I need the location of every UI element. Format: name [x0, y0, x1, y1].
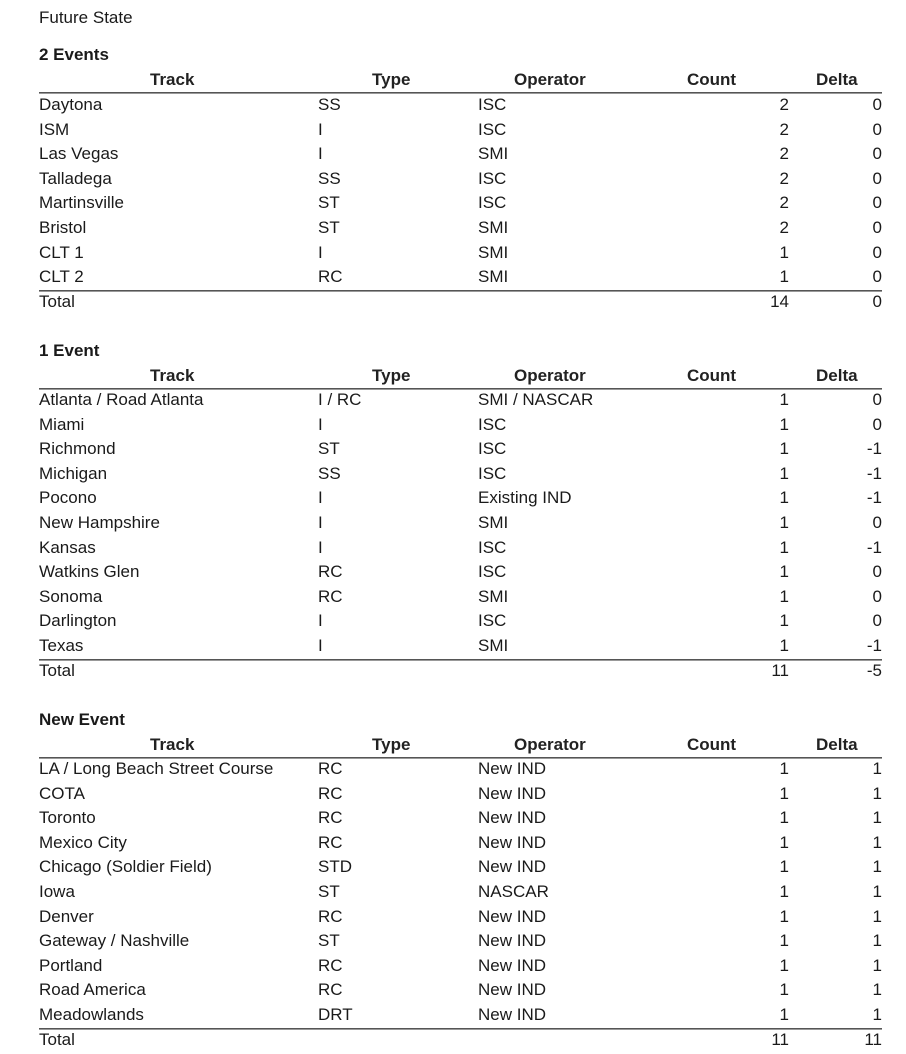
cell-delta: 0 [872, 513, 882, 532]
cell-count: 2 [779, 95, 789, 114]
column-header-type: Type [372, 70, 411, 89]
cell-delta: 1 [872, 882, 882, 901]
column-header-track: Track [150, 366, 195, 385]
cell-operator: New IND [478, 808, 547, 828]
cell-type: I [318, 513, 323, 532]
table-header [0, 366, 906, 388]
column-header-type: Type [372, 366, 411, 385]
table-row [0, 265, 906, 290]
cell-track: Denver [39, 906, 94, 926]
cell-type: RC [318, 759, 343, 778]
table-row [0, 831, 906, 856]
cell-delta: -1 [866, 463, 882, 483]
total-count: 14 [770, 291, 789, 311]
cell-count: 1 [779, 759, 789, 778]
cell-type: I / RC [318, 390, 362, 409]
cell-type: ST [318, 193, 340, 213]
cell-operator: SMI [478, 267, 509, 287]
cell-operator: ISC [478, 611, 507, 631]
cell-operator: New IND [478, 857, 547, 877]
cell-type: RC [318, 808, 343, 828]
cell-operator: Existing IND [478, 488, 572, 508]
table-row [0, 855, 906, 880]
table-row [0, 1003, 906, 1028]
cell-type: RC [318, 586, 343, 606]
cell-track: Atlanta / Road Atlanta [39, 390, 204, 409]
cell-operator: SMI / NASCAR [478, 390, 594, 409]
cell-track: Iowa [39, 882, 75, 901]
total-count: 11 [771, 1029, 789, 1049]
table-row [0, 388, 906, 413]
cell-operator: SMI [478, 586, 509, 606]
cell-operator: New IND [478, 906, 547, 926]
cell-type: RC [318, 980, 343, 1000]
cell-track: Meadowlands [39, 1005, 144, 1024]
cell-track: Richmond [39, 439, 116, 459]
cell-count: 1 [779, 980, 789, 1000]
cell-count: 1 [779, 439, 789, 459]
cell-delta: 0 [872, 267, 882, 287]
table-row [0, 413, 906, 438]
cell-operator: ISC [478, 193, 507, 213]
cell-count: 1 [779, 414, 789, 434]
column-header-operator: Operator [514, 366, 586, 385]
cell-operator: New IND [478, 759, 547, 778]
cell-operator: New IND [478, 832, 547, 852]
table-row [0, 954, 906, 979]
total-label: Total [39, 1029, 75, 1049]
column-header-operator: Operator [514, 70, 586, 89]
table-row [0, 511, 906, 536]
cell-track: Martinsville [39, 193, 125, 213]
cell-count: 1 [779, 636, 789, 655]
table-row [0, 634, 906, 659]
total-delta: -5 [866, 660, 882, 680]
cell-track: Texas [39, 636, 84, 655]
cell-track: ISM [39, 119, 70, 139]
cell-count: 1 [779, 1005, 789, 1024]
cell-type: I [318, 611, 323, 631]
column-header-count: Count [687, 366, 737, 385]
cell-track: CLT 1 [39, 242, 84, 262]
cell-track: Portland [39, 955, 103, 975]
column-header-track: Track [150, 735, 195, 754]
cell-type: ST [318, 931, 340, 951]
page-title: Future State [39, 8, 133, 27]
total-delta: 0 [872, 291, 882, 311]
table-row [0, 757, 906, 782]
cell-count: 2 [779, 144, 789, 164]
table-row [0, 905, 906, 930]
cell-delta: 0 [872, 611, 882, 631]
cell-type: RC [318, 832, 343, 852]
cell-track: Watkins Glen [39, 562, 140, 582]
table-header [0, 735, 906, 757]
cell-type: I [318, 414, 323, 434]
cell-track: Sonoma [39, 586, 103, 606]
cell-type: I [318, 636, 323, 655]
cell-track: Chicago (Soldier Field) [39, 857, 212, 877]
cell-delta: 0 [872, 144, 882, 164]
cell-count: 1 [779, 906, 789, 926]
total-label: Total [39, 291, 75, 311]
cell-type: I [318, 144, 323, 164]
column-header-count: Count [687, 735, 737, 754]
table-row [0, 609, 906, 634]
cell-operator: SMI [478, 144, 509, 164]
table-row [0, 462, 906, 487]
cell-delta: 1 [872, 857, 882, 877]
cell-type: ST [318, 218, 340, 237]
cell-operator: SMI [478, 513, 509, 532]
cell-type: I [318, 119, 323, 139]
cell-delta: 1 [872, 906, 882, 926]
cell-count: 2 [779, 168, 789, 188]
cell-count: 1 [779, 390, 789, 409]
cell-operator: ISC [478, 439, 507, 459]
cell-track: Toronto [39, 808, 96, 828]
cell-operator: ISC [478, 414, 507, 434]
cell-track: Daytona [39, 95, 103, 114]
cell-operator: ISC [478, 95, 507, 114]
table-row [0, 806, 906, 831]
column-header-operator: Operator [514, 735, 586, 754]
cell-track: CLT 2 [39, 267, 84, 287]
cell-type: SS [318, 95, 341, 114]
cell-count: 1 [779, 857, 789, 877]
cell-delta: 1 [872, 980, 882, 1000]
total-count: 11 [771, 660, 789, 680]
cell-count: 1 [779, 537, 789, 557]
cell-delta: 0 [872, 390, 882, 409]
cell-operator: ISC [478, 463, 507, 483]
cell-delta: -1 [866, 439, 882, 459]
table-row [0, 560, 906, 585]
cell-type: DRT [318, 1005, 353, 1024]
cell-track: Miami [39, 414, 85, 434]
cell-track: Bristol [39, 218, 87, 237]
cell-count: 1 [779, 832, 789, 852]
cell-operator: NASCAR [478, 882, 549, 901]
section-title: 2 Events [39, 45, 109, 64]
cell-type: RC [318, 906, 343, 926]
cell-count: 1 [779, 808, 789, 828]
cell-count: 1 [779, 463, 789, 483]
cell-type: RC [318, 562, 343, 582]
cell-track: Pocono [39, 488, 97, 508]
total-row [0, 1028, 906, 1053]
cell-track: Road America [39, 980, 146, 1000]
cell-delta: 0 [872, 119, 882, 139]
total-label: Total [39, 660, 75, 680]
cell-operator: SMI [478, 242, 509, 262]
cell-delta: -1 [866, 537, 882, 557]
cell-type: ST [318, 882, 340, 901]
cell-type: I [318, 488, 323, 508]
cell-count: 1 [779, 955, 789, 975]
cell-delta: 0 [872, 193, 882, 213]
cell-delta: 1 [872, 759, 882, 778]
cell-delta: 0 [872, 414, 882, 434]
cell-delta: 1 [872, 832, 882, 852]
cell-count: 1 [779, 562, 789, 582]
cell-type: I [318, 537, 323, 557]
cell-count: 1 [779, 611, 789, 631]
cell-track: Gateway / Nashville [39, 931, 190, 951]
section-title: 1 Event [39, 341, 100, 360]
total-row [0, 659, 906, 684]
column-header-delta: Delta [816, 366, 858, 385]
cell-operator: New IND [478, 980, 547, 1000]
cell-count: 1 [779, 267, 789, 287]
table-row [0, 437, 906, 462]
cell-track: Darlington [39, 611, 117, 631]
column-header-track: Track [150, 70, 195, 89]
table-row [0, 167, 906, 192]
table-row [0, 880, 906, 905]
table-row [0, 142, 906, 167]
cell-delta: 1 [872, 955, 882, 975]
table-row [0, 782, 906, 807]
cell-operator: ISC [478, 168, 507, 188]
column-header-delta: Delta [816, 70, 858, 89]
section-title: New Event [39, 710, 125, 729]
table-header [0, 70, 906, 92]
cell-operator: ISC [478, 119, 507, 139]
cell-count: 2 [779, 119, 789, 139]
cell-count: 1 [779, 931, 789, 951]
cell-count: 1 [779, 513, 789, 532]
cell-count: 1 [779, 488, 789, 508]
cell-operator: ISC [478, 562, 507, 582]
column-header-delta: Delta [816, 735, 858, 754]
cell-operator: ISC [478, 537, 507, 557]
cell-delta: -1 [866, 636, 882, 655]
table-row [0, 536, 906, 561]
cell-type: STD [318, 857, 352, 877]
cell-track: Talladega [39, 168, 112, 188]
table-row [0, 978, 906, 1003]
cell-operator: New IND [478, 955, 547, 975]
cell-track: Las Vegas [39, 144, 119, 164]
column-header-count: Count [687, 70, 737, 89]
cell-delta: 0 [872, 218, 882, 237]
cell-track: LA / Long Beach Street Course [39, 759, 274, 778]
cell-operator: SMI [478, 218, 509, 237]
cell-type: RC [318, 783, 343, 803]
cell-delta: 0 [872, 562, 882, 582]
cell-delta: 1 [872, 808, 882, 828]
cell-delta: -1 [866, 488, 882, 508]
total-delta: 11 [864, 1029, 882, 1049]
table-row [0, 929, 906, 954]
cell-count: 1 [779, 242, 789, 262]
table-row [0, 241, 906, 266]
cell-delta: 0 [872, 168, 882, 188]
cell-type: SS [318, 463, 341, 483]
table-row [0, 486, 906, 511]
cell-type: SS [318, 168, 341, 188]
cell-delta: 0 [872, 95, 882, 114]
table-row [0, 191, 906, 216]
table-row [0, 118, 906, 143]
column-header-type: Type [372, 735, 411, 754]
cell-delta: 0 [872, 586, 882, 606]
cell-delta: 0 [872, 242, 882, 262]
cell-operator: New IND [478, 783, 547, 803]
cell-type: RC [318, 267, 343, 287]
table-row [0, 585, 906, 610]
cell-type: RC [318, 955, 343, 975]
cell-track: Kansas [39, 537, 96, 557]
cell-delta: 1 [872, 931, 882, 951]
cell-type: ST [318, 439, 340, 459]
cell-count: 2 [779, 193, 789, 213]
cell-count: 1 [779, 783, 789, 803]
total-row [0, 290, 906, 315]
cell-delta: 1 [872, 1005, 882, 1024]
table-row [0, 216, 906, 241]
cell-count: 2 [779, 218, 789, 237]
cell-count: 1 [779, 586, 789, 606]
cell-count: 1 [779, 882, 789, 901]
cell-operator: SMI [478, 636, 509, 655]
table-row [0, 93, 906, 118]
cell-operator: New IND [478, 931, 547, 951]
cell-type: I [318, 242, 323, 262]
cell-track: Mexico City [39, 832, 127, 852]
cell-operator: New IND [478, 1005, 547, 1024]
cell-track: Michigan [39, 463, 108, 483]
cell-track: New Hampshire [39, 513, 160, 532]
cell-delta: 1 [872, 783, 882, 803]
cell-track: COTA [39, 783, 85, 803]
